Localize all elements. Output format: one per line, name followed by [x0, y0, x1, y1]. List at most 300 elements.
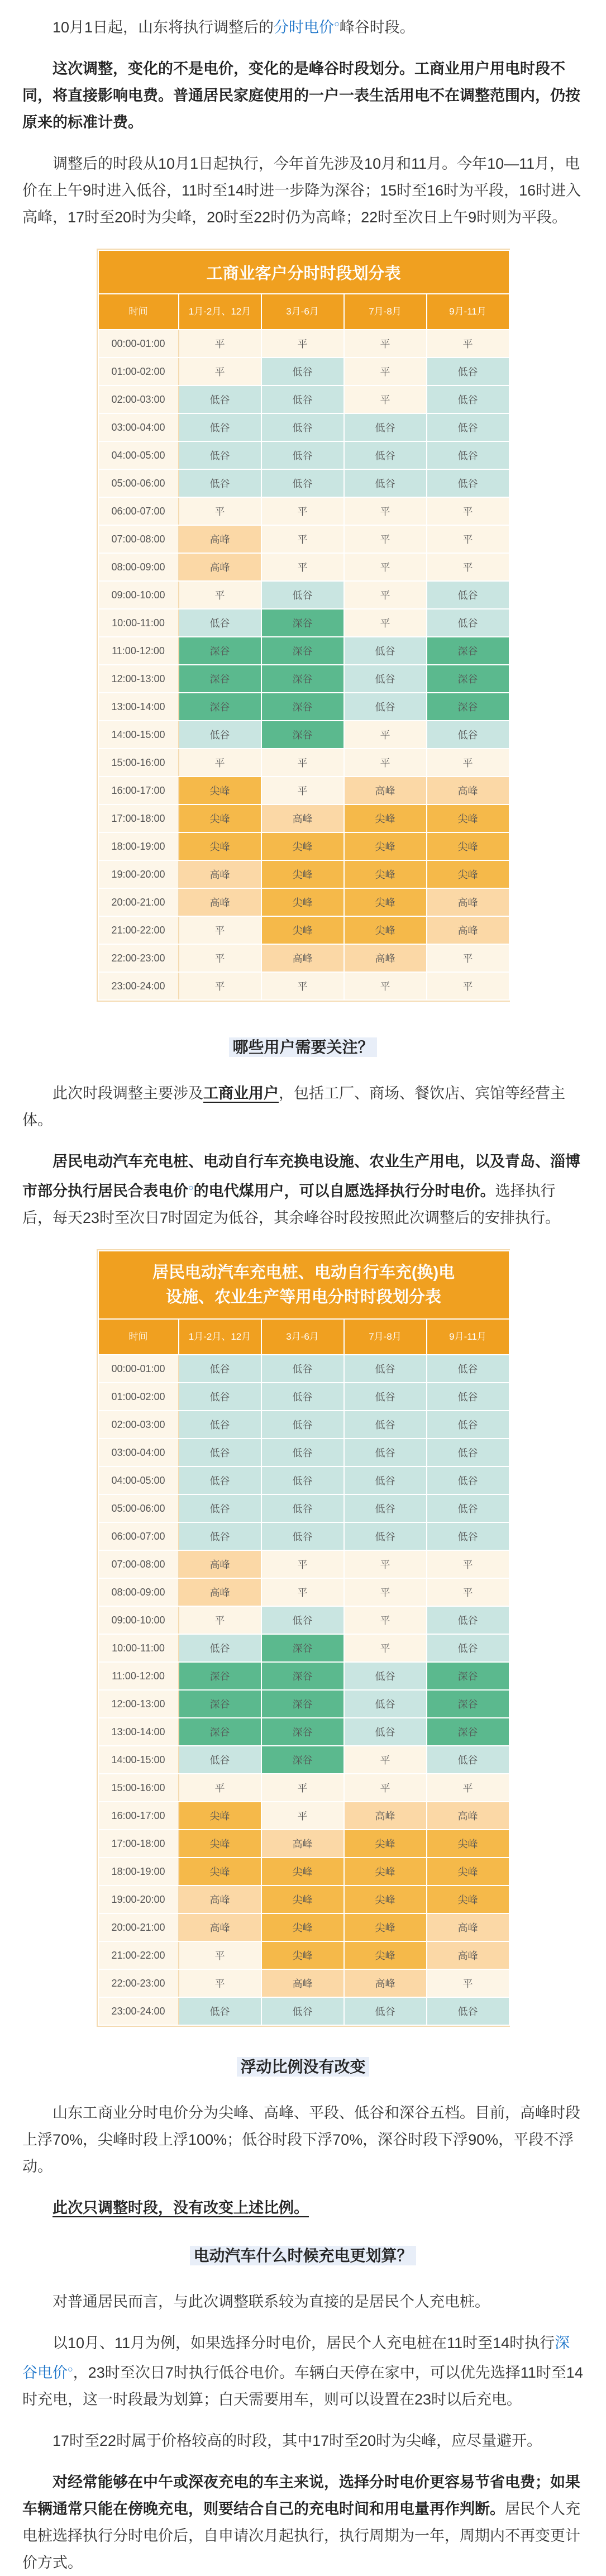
period-cell: 低谷: [427, 358, 509, 385]
period-cell: 平: [344, 1578, 427, 1606]
column-header: 1月-2月、12月: [179, 1319, 261, 1355]
period-cell: 尖峰: [179, 1830, 261, 1858]
period-cell: 平: [427, 1578, 509, 1606]
period-cell: 尖峰: [261, 1913, 344, 1941]
period-cell: 低谷: [344, 441, 427, 469]
period-cell: 平: [344, 1774, 427, 1802]
period-cell: 尖峰: [344, 832, 427, 860]
period-cell: 低谷: [427, 1411, 509, 1439]
period-cell: 平: [344, 721, 427, 749]
period-cell: 低谷: [179, 1411, 261, 1439]
period-cell: 低谷: [427, 609, 509, 637]
period-cell: 平: [261, 1550, 344, 1578]
period-cell: 平: [344, 385, 427, 413]
time-slot-cell: 11:00-12:00: [98, 637, 179, 665]
period-cell: 高峰: [344, 944, 427, 972]
commercial-tou-table: [97, 249, 510, 1002]
table-row: [98, 1690, 509, 1718]
period-cell: 平: [179, 358, 261, 385]
time-slot-cell: 20:00-21:00: [98, 1913, 179, 1941]
period-cell: 尖峰: [344, 1941, 427, 1969]
period-cell: 深谷: [261, 637, 344, 665]
period-cell: 平: [344, 497, 427, 525]
period-cell: 尖峰: [344, 1885, 427, 1913]
period-cell: 平: [179, 1941, 261, 1969]
period-cell: 平: [344, 581, 427, 609]
time-slot-cell: 22:00-23:00: [98, 1969, 179, 1997]
period-cell: 低谷: [261, 1466, 344, 1494]
period-cell: 平: [427, 749, 509, 777]
period-cell: 低谷: [427, 1383, 509, 1411]
period-cell: 平: [179, 1774, 261, 1802]
period-cell: 平: [179, 1606, 261, 1634]
period-cell: 尖峰: [344, 1858, 427, 1885]
table-row: [98, 1439, 509, 1466]
period-cell: 深谷: [261, 665, 344, 693]
period-cell: 尖峰: [344, 888, 427, 916]
period-cell: 平: [261, 1774, 344, 1802]
period-cell: 低谷: [261, 1522, 344, 1550]
table-row: [98, 804, 509, 832]
period-cell: 低谷: [344, 469, 427, 497]
table-row: [98, 525, 509, 553]
period-cell: 高峰: [179, 888, 261, 916]
period-cell: 低谷: [344, 1662, 427, 1690]
period-cell: 平: [261, 1578, 344, 1606]
period-cell: 低谷: [427, 441, 509, 469]
table-row: [98, 860, 509, 888]
time-slot-cell: 17:00-18:00: [98, 804, 179, 832]
period-cell: 低谷: [261, 1383, 344, 1411]
period-cell: 平: [427, 497, 509, 525]
period-cell: 平: [261, 1802, 344, 1830]
section-heading-who: 哪些用户需要关注？: [0, 1035, 606, 1058]
period-cell: 尖峰: [427, 1885, 509, 1913]
period-cell: 低谷: [344, 1439, 427, 1466]
period-cell: 深谷: [427, 1690, 509, 1718]
search-icon[interactable]: ○: [68, 2365, 73, 2374]
who-paragraph-1: 此次时段调整主要涉及工商业用户，包括工厂、商场、餐饮店、宾馆等经营主体。: [22, 1085, 565, 1129]
period-cell: 尖峰: [344, 1830, 427, 1858]
period-cell: 深谷: [427, 1662, 509, 1690]
period-cell: 平: [427, 553, 509, 581]
period-cell: 低谷: [427, 1606, 509, 1634]
time-slot-cell: 21:00-22:00: [98, 916, 179, 944]
period-cell: 深谷: [427, 1718, 509, 1746]
period-cell: 平: [261, 749, 344, 777]
table-row: [98, 721, 509, 749]
period-cell: 尖峰: [179, 832, 261, 860]
time-slot-cell: 12:00-13:00: [98, 665, 179, 693]
table-row: [98, 1634, 509, 1662]
period-cell: 低谷: [179, 413, 261, 441]
table-row: [98, 637, 509, 665]
section-heading-ratio: 浮动比例没有改变: [0, 2055, 606, 2077]
table-row: [98, 497, 509, 525]
period-cell: 平: [344, 330, 427, 358]
deep-valley-price-link[interactable]: 深谷电价: [22, 2335, 570, 2381]
table-row: [98, 1858, 509, 1885]
period-cell: 低谷: [427, 385, 509, 413]
period-cell: 深谷: [261, 1662, 344, 1690]
period-cell: 尖峰: [261, 1885, 344, 1913]
period-cell: 低谷: [427, 1494, 509, 1522]
period-cell: 低谷: [344, 1355, 427, 1383]
column-header: 1月-2月、12月: [179, 294, 261, 330]
period-cell: 平: [179, 497, 261, 525]
period-cell: 低谷: [261, 1355, 344, 1383]
period-cell: 低谷: [261, 1997, 344, 2025]
period-cell: 高峰: [427, 1941, 509, 1969]
period-cell: 尖峰: [344, 1913, 427, 1941]
period-cell: 高峰: [261, 1969, 344, 1997]
period-cell: 低谷: [427, 1997, 509, 2025]
period-cell: 高峰: [427, 777, 509, 804]
period-cell: 低谷: [427, 1634, 509, 1662]
period-cell: 深谷: [261, 693, 344, 721]
period-cell: 低谷: [344, 413, 427, 441]
time-slot-cell: 00:00-01:00: [98, 1355, 179, 1383]
period-cell: 低谷: [179, 1466, 261, 1494]
period-cell: 尖峰: [427, 1830, 509, 1858]
table-row: [98, 972, 509, 1000]
period-cell: 尖峰: [261, 860, 344, 888]
table-title: 工商业客户分时时段划分表: [98, 250, 509, 294]
period-cell: 深谷: [179, 1718, 261, 1746]
period-cell: 深谷: [179, 1662, 261, 1690]
table-row: [98, 1997, 509, 2025]
who-paragraph-2: 居民电动汽车充电桩、电动自行车充换电设施、农业生产用电，以及青岛、淄博市部分执行居民合表电价○的电代煤用户，可以自愿选择执行分时电价。选择执行后，每天23时至次日7时固定为低谷，其余峰谷时段按照此次调整后的安排执行。: [22, 1153, 580, 1226]
period-cell: 平: [427, 944, 509, 972]
time-slot-cell: 03:00-04:00: [98, 1439, 179, 1466]
time-slot-cell: 02:00-03:00: [98, 385, 179, 413]
column-header: 9月-11月: [427, 1319, 509, 1355]
time-slot-cell: 23:00-24:00: [98, 972, 179, 1000]
period-cell: 平: [261, 525, 344, 553]
time-slot-cell: 15:00-16:00: [98, 749, 179, 777]
time-slot-cell: 21:00-22:00: [98, 1941, 179, 1969]
period-cell: 高峰: [179, 1913, 261, 1941]
period-cell: 深谷: [261, 1690, 344, 1718]
table-row: [98, 1578, 509, 1606]
table-row: [98, 944, 509, 972]
table-row: [98, 888, 509, 916]
period-cell: 高峰: [179, 525, 261, 553]
time-slot-cell: 05:00-06:00: [98, 469, 179, 497]
period-cell: 尖峰: [261, 888, 344, 916]
period-cell: 低谷: [261, 441, 344, 469]
period-cell: 尖峰: [427, 1858, 509, 1885]
period-cell: 低谷: [427, 1746, 509, 1774]
period-cell: 低谷: [179, 609, 261, 637]
period-cell: 低谷: [261, 1411, 344, 1439]
tiered-price-link[interactable]: 分时电价: [274, 19, 335, 36]
table-row: [98, 1606, 509, 1634]
period-cell: 高峰: [344, 1802, 427, 1830]
period-cell: 尖峰: [179, 804, 261, 832]
period-cell: 尖峰: [179, 777, 261, 804]
time-slot-cell: 08:00-09:00: [98, 553, 179, 581]
period-cell: 平: [261, 330, 344, 358]
ratio-paragraph-1: 山东工商业分时电价分为尖峰、高峰、平段、低谷和深谷五档。目前，高峰时段上浮70%，尖峰时段上浮100%；低谷时段下浮70%，深谷时段下浮90%，平段不浮动。: [22, 2104, 580, 2175]
period-cell: 低谷: [179, 1383, 261, 1411]
time-slot-cell: 06:00-07:00: [98, 1522, 179, 1550]
period-cell: 高峰: [344, 1969, 427, 1997]
table-row: [98, 1494, 509, 1522]
table-row: [98, 441, 509, 469]
period-cell: 深谷: [261, 1718, 344, 1746]
period-cell: 低谷: [179, 1494, 261, 1522]
table-row: [98, 693, 509, 721]
period-cell: 深谷: [179, 665, 261, 693]
time-slot-cell: 06:00-07:00: [98, 497, 179, 525]
period-cell: 低谷: [179, 441, 261, 469]
table-row: [98, 777, 509, 804]
period-cell: 低谷: [261, 469, 344, 497]
period-cell: 低谷: [261, 358, 344, 385]
period-cell: 平: [344, 609, 427, 637]
period-cell: 低谷: [261, 413, 344, 441]
period-cell: 深谷: [427, 665, 509, 693]
period-cell: 平: [427, 972, 509, 1000]
time-slot-cell: 09:00-10:00: [98, 581, 179, 609]
table-row: [98, 1830, 509, 1858]
column-header: 3月-6月: [261, 294, 344, 330]
ev-paragraph-3: 17时至22时属于价格较高的时段，其中17时至20时为尖峰，应尽量避开。: [53, 2432, 542, 2449]
period-cell: 低谷: [344, 1411, 427, 1439]
period-cell: 高峰: [179, 553, 261, 581]
period-cell: 低谷: [179, 1522, 261, 1550]
period-cell: 低谷: [427, 1355, 509, 1383]
column-header: 时间: [98, 1319, 179, 1355]
time-slot-cell: 08:00-09:00: [98, 1578, 179, 1606]
table-row: [98, 1718, 509, 1746]
time-slot-cell: 22:00-23:00: [98, 944, 179, 972]
time-slot-cell: 13:00-14:00: [98, 1718, 179, 1746]
period-cell: 平: [179, 944, 261, 972]
period-cell: 尖峰: [344, 916, 427, 944]
table-row: [98, 413, 509, 441]
time-slot-cell: 16:00-17:00: [98, 777, 179, 804]
table-row: [98, 358, 509, 385]
period-cell: 平: [261, 497, 344, 525]
period-cell: 低谷: [427, 721, 509, 749]
period-cell: 尖峰: [261, 1941, 344, 1969]
table-row: [98, 469, 509, 497]
search-icon[interactable]: ○: [188, 1183, 194, 1193]
time-slot-cell: 10:00-11:00: [98, 1634, 179, 1662]
period-cell: 平: [427, 1550, 509, 1578]
intro-paragraph-2: 这次调整，变化的不是电价，变化的是峰谷时段划分。工商业用户用电时段不同，将直接影响电费。普通居民家庭使用的一户一表生活用电不在调整范围内，仍按原来的标准计费。: [22, 60, 580, 131]
ev-paragraph-2: 以10月、11月为例，如果选择分时电价，居民个人充电桩在11时至14时执行深谷电价○，23时至次日7时执行低谷电价。车辆白天停在家中，可以优先选择11时至14时充电，这一时段最为划算；白天需要用车，则可以设置在23时以后充电。: [22, 2335, 583, 2408]
period-cell: 平: [179, 1969, 261, 1997]
period-cell: 低谷: [179, 1997, 261, 2025]
period-cell: 高峰: [179, 1578, 261, 1606]
time-slot-cell: 04:00-05:00: [98, 441, 179, 469]
period-cell: 深谷: [261, 1746, 344, 1774]
period-cell: 平: [344, 553, 427, 581]
period-cell: 尖峰: [427, 804, 509, 832]
period-cell: 低谷: [427, 469, 509, 497]
column-header: 7月-8月: [344, 294, 427, 330]
period-cell: 低谷: [344, 1690, 427, 1718]
period-cell: 平: [261, 553, 344, 581]
period-cell: 平: [427, 1969, 509, 1997]
ev-paragraph-1: 对普通居民而言，与此次调整联系较为直接的是居民个人充电桩。: [53, 2293, 490, 2310]
period-cell: 平: [344, 1606, 427, 1634]
time-slot-cell: 14:00-15:00: [98, 1746, 179, 1774]
period-cell: 低谷: [344, 1522, 427, 1550]
time-slot-cell: 19:00-20:00: [98, 1885, 179, 1913]
period-cell: 低谷: [344, 1383, 427, 1411]
period-cell: 尖峰: [427, 860, 509, 888]
time-slot-cell: 00:00-01:00: [98, 330, 179, 358]
time-slot-cell: 14:00-15:00: [98, 721, 179, 749]
period-cell: 深谷: [179, 693, 261, 721]
period-cell: 尖峰: [261, 916, 344, 944]
residential-ev-tou-table: [97, 1249, 510, 2027]
table-row: [98, 1885, 509, 1913]
table-row: [98, 553, 509, 581]
table-title: 居民电动汽车充电桩、电动自行车充(换)电 设施、农业生产等用电分时时段划分表: [98, 1251, 509, 1319]
period-cell: 低谷: [179, 469, 261, 497]
period-cell: 尖峰: [261, 832, 344, 860]
period-cell: 高峰: [261, 1830, 344, 1858]
time-slot-cell: 05:00-06:00: [98, 1494, 179, 1522]
table-row: [98, 1522, 509, 1550]
period-cell: 深谷: [261, 721, 344, 749]
period-cell: 深谷: [427, 693, 509, 721]
period-cell: 低谷: [344, 693, 427, 721]
time-slot-cell: 04:00-05:00: [98, 1466, 179, 1494]
period-cell: 深谷: [261, 609, 344, 637]
period-cell: 低谷: [344, 1494, 427, 1522]
time-slot-cell: 11:00-12:00: [98, 1662, 179, 1690]
time-slot-cell: 18:00-19:00: [98, 832, 179, 860]
period-cell: 低谷: [261, 1606, 344, 1634]
time-slot-cell: 20:00-21:00: [98, 888, 179, 916]
period-cell: 尖峰: [344, 804, 427, 832]
period-cell: 低谷: [344, 1997, 427, 2025]
table-row: [98, 581, 509, 609]
period-cell: 低谷: [179, 1439, 261, 1466]
period-cell: 低谷: [344, 1718, 427, 1746]
table-row: [98, 1466, 509, 1494]
table-row: [98, 1802, 509, 1830]
period-cell: 平: [427, 1774, 509, 1802]
table-row: [98, 1774, 509, 1802]
period-cell: 低谷: [261, 1494, 344, 1522]
period-cell: 平: [261, 777, 344, 804]
period-cell: 尖峰: [179, 1858, 261, 1885]
period-cell: 高峰: [179, 1885, 261, 1913]
period-cell: 高峰: [427, 1913, 509, 1941]
time-slot-cell: 07:00-08:00: [98, 1550, 179, 1578]
table-row: [98, 385, 509, 413]
table-row: [98, 1941, 509, 1969]
table-row: [98, 609, 509, 637]
period-cell: 高峰: [261, 944, 344, 972]
period-cell: 高峰: [179, 1550, 261, 1578]
table-row: [98, 1355, 509, 1383]
section-heading-ev: 电动汽车什么时候充电更划算？: [0, 2244, 606, 2266]
period-cell: 高峰: [427, 916, 509, 944]
time-slot-cell: 16:00-17:00: [98, 1802, 179, 1830]
ratio-paragraph-2: 此次只调整时段，没有改变上述比例。: [53, 2199, 309, 2216]
period-cell: 平: [179, 749, 261, 777]
period-cell: 平: [344, 1634, 427, 1662]
period-cell: 高峰: [344, 777, 427, 804]
period-cell: 尖峰: [344, 860, 427, 888]
period-cell: 深谷: [261, 1634, 344, 1662]
time-slot-cell: 18:00-19:00: [98, 1858, 179, 1885]
period-cell: 低谷: [427, 1522, 509, 1550]
time-slot-cell: 01:00-02:00: [98, 358, 179, 385]
table-row: [98, 1383, 509, 1411]
period-cell: 低谷: [179, 385, 261, 413]
period-cell: 平: [344, 358, 427, 385]
time-slot-cell: 23:00-24:00: [98, 1997, 179, 2025]
time-slot-cell: 01:00-02:00: [98, 1383, 179, 1411]
period-cell: 低谷: [344, 665, 427, 693]
period-cell: 深谷: [179, 637, 261, 665]
period-cell: 低谷: [261, 1439, 344, 1466]
period-cell: 高峰: [427, 1802, 509, 1830]
period-cell: 平: [344, 525, 427, 553]
table-row: [98, 749, 509, 777]
period-cell: 平: [261, 972, 344, 1000]
period-cell: 高峰: [427, 888, 509, 916]
time-slot-cell: 09:00-10:00: [98, 1606, 179, 1634]
table-row: [98, 1550, 509, 1578]
time-slot-cell: 07:00-08:00: [98, 525, 179, 553]
column-header: 3月-6月: [261, 1319, 344, 1355]
period-cell: 低谷: [427, 1439, 509, 1466]
table-row: [98, 916, 509, 944]
time-slot-cell: 12:00-13:00: [98, 1690, 179, 1718]
period-cell: 尖峰: [261, 1858, 344, 1885]
intro-paragraph-3: 调整后的时段从10月1日起执行，今年首先涉及10月和11月。今年10—11月，电价在上午9时进入低谷，11时至14时进一步降为深谷；15时至16时为平段，16时进入高峰，17时至20时为尖峰，20时至22时仍为高峰；22时至次日上午9时则为平段。: [22, 155, 581, 226]
combined-meter-price-link[interactable]: 合表电价: [128, 1183, 188, 1199]
period-cell: 平: [179, 330, 261, 358]
column-header: 7月-8月: [344, 1319, 427, 1355]
period-cell: 低谷: [179, 1746, 261, 1774]
period-cell: 平: [427, 330, 509, 358]
time-slot-cell: 03:00-04:00: [98, 413, 179, 441]
table-row: [98, 330, 509, 358]
period-cell: 平: [344, 972, 427, 1000]
period-cell: 低谷: [261, 581, 344, 609]
period-cell: 低谷: [427, 581, 509, 609]
search-icon[interactable]: ○: [334, 20, 340, 29]
period-cell: 低谷: [261, 385, 344, 413]
table-row: [98, 1913, 509, 1941]
period-cell: 尖峰: [427, 832, 509, 860]
period-cell: 高峰: [179, 860, 261, 888]
period-cell: 平: [344, 749, 427, 777]
time-slot-cell: 13:00-14:00: [98, 693, 179, 721]
intro-paragraph-1: 10月1日起，山东将执行调整后的分时电价○峰谷时段。: [53, 19, 415, 36]
table-row: [98, 1662, 509, 1690]
table-row: [98, 1411, 509, 1439]
period-cell: 高峰: [261, 804, 344, 832]
time-slot-cell: 02:00-03:00: [98, 1411, 179, 1439]
time-slot-cell: 17:00-18:00: [98, 1830, 179, 1858]
ev-paragraph-4: 对经常能够在中午或深夜充电的车主来说，选择分时电价更容易节省电费；如果车辆通常只能在傍晚充电，则要结合自己的充电时间和用电量再作判断。居民个人充电桩选择执行分时电价后，自申请次月起执行，执行周期为一年，周期内不再变更计价方式。: [22, 2474, 580, 2571]
table-row: [98, 665, 509, 693]
table-row: [98, 832, 509, 860]
period-cell: 平: [344, 1746, 427, 1774]
